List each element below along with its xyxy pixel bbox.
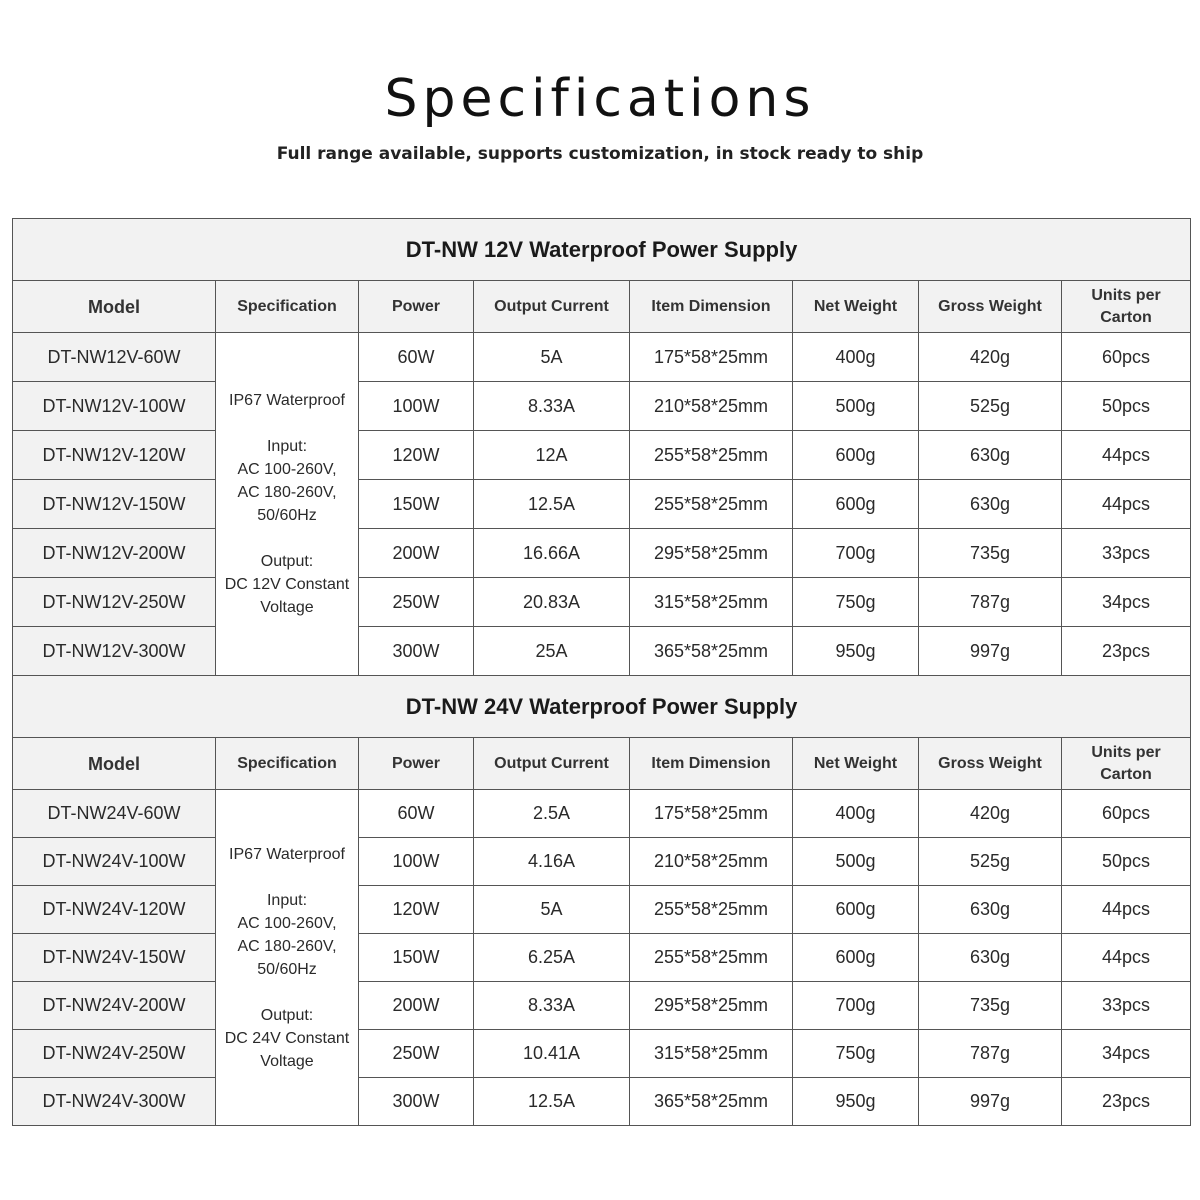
cell-output-current: 2.5A	[474, 790, 630, 838]
table-row	[13, 627, 1191, 676]
cell-output-current: 12.5A	[474, 1078, 630, 1126]
cell-power: 300W	[359, 1078, 474, 1126]
cell-output-current: 20.83A	[474, 578, 630, 627]
cell-gross-weight: 630g	[919, 480, 1062, 529]
spec-line: IP67 Waterproof	[229, 845, 345, 863]
cell-model: DT-NW24V-300W	[13, 1078, 216, 1126]
specification-cell	[216, 790, 359, 1126]
table-row	[13, 838, 1191, 886]
cell-gross-weight: 787g	[919, 578, 1062, 627]
spec-spacer	[216, 866, 358, 889]
spec-line: AC 180-260V,	[237, 484, 337, 501]
table-row	[13, 1078, 1191, 1126]
cell-units-per-carton: 34pcs	[1062, 1030, 1191, 1078]
cell-output-current: 4.16A	[474, 838, 630, 886]
cell-net-weight: 400g	[793, 333, 919, 382]
spec-line: 50/60Hz	[257, 960, 317, 978]
cell-output-current: 10.41A	[474, 1030, 630, 1078]
cell-output-current: 12A	[474, 431, 630, 480]
column-header-specification: Specification	[216, 281, 359, 333]
cell-units-per-carton: 44pcs	[1062, 431, 1191, 480]
cell-net-weight: 700g	[793, 982, 919, 1030]
table-row	[13, 982, 1191, 1030]
cell-power: 100W	[359, 382, 474, 431]
cell-item-dimension: 255*58*25mm	[630, 431, 793, 480]
cell-power: 250W	[359, 578, 474, 627]
cell-units-per-carton: 23pcs	[1062, 1078, 1191, 1126]
column-header-item-dimension: Item Dimension	[630, 281, 793, 333]
column-header-output-current: Output Current	[474, 281, 630, 333]
cell-net-weight: 750g	[793, 1030, 919, 1078]
table-row	[13, 886, 1191, 934]
table-title: DT-NW 24V Waterproof Power Supply	[13, 676, 1191, 738]
cell-units-per-carton: 50pcs	[1062, 838, 1191, 886]
cell-item-dimension: 365*58*25mm	[630, 627, 793, 676]
specification-cell	[216, 333, 359, 676]
table-row	[13, 578, 1191, 627]
table-row	[13, 333, 1191, 382]
cell-gross-weight: 420g	[919, 790, 1062, 838]
cell-gross-weight: 630g	[919, 934, 1062, 982]
table-header-row	[13, 738, 1191, 790]
page-subtitle: Full range available, supports customization, in stock ready to ship	[276, 144, 924, 164]
spec-line: AC 100-260V,	[237, 461, 337, 478]
cell-model: DT-NW24V-200W	[13, 982, 216, 1030]
spec-line: Output:	[260, 553, 314, 570]
cell-gross-weight: 630g	[919, 886, 1062, 934]
table-header-row	[13, 281, 1191, 333]
cell-power: 200W	[359, 982, 474, 1030]
cell-item-dimension: 175*58*25mm	[630, 333, 793, 382]
spec-line: Voltage	[260, 1052, 314, 1070]
table-row	[13, 790, 1191, 838]
spec-line: IP67 Waterproof	[229, 392, 345, 409]
column-header-net-weight: Net Weight	[793, 281, 919, 333]
cell-power: 150W	[359, 934, 474, 982]
column-header-output-current: Output Current	[474, 738, 630, 790]
cell-units-per-carton: 23pcs	[1062, 627, 1191, 676]
cell-output-current: 25A	[474, 627, 630, 676]
cell-gross-weight: 735g	[919, 982, 1062, 1030]
column-header-power: Power	[359, 738, 474, 790]
column-header-gross-weight: Gross Weight	[919, 738, 1062, 790]
table-row	[13, 1030, 1191, 1078]
cell-gross-weight: 997g	[919, 1078, 1062, 1126]
cell-net-weight: 950g	[793, 1078, 919, 1126]
spec-line: Voltage	[260, 599, 314, 616]
column-header-model: Model	[13, 738, 216, 790]
cell-model: DT-NW12V-60W	[13, 333, 216, 382]
cell-model: DT-NW12V-150W	[13, 480, 216, 529]
spec-line: Input:	[266, 438, 308, 455]
cell-units-per-carton: 60pcs	[1062, 790, 1191, 838]
cell-net-weight: 600g	[793, 886, 919, 934]
cell-model: DT-NW12V-200W	[13, 529, 216, 578]
cell-power: 200W	[359, 529, 474, 578]
cell-units-per-carton: 33pcs	[1062, 982, 1191, 1030]
cell-units-per-carton: 44pcs	[1062, 480, 1191, 529]
table-row	[13, 934, 1191, 982]
spec-spacer	[216, 981, 358, 1004]
cell-units-per-carton: 60pcs	[1062, 333, 1191, 382]
table-title: DT-NW 12V Waterproof Power Supply	[13, 219, 1191, 281]
cell-gross-weight: 525g	[919, 382, 1062, 431]
specifications-table	[12, 218, 1191, 1126]
cell-net-weight: 600g	[793, 480, 919, 529]
cell-item-dimension: 175*58*25mm	[630, 790, 793, 838]
column-header-specification: Specification	[216, 738, 359, 790]
cell-item-dimension: 255*58*25mm	[630, 886, 793, 934]
cell-gross-weight: 997g	[919, 627, 1062, 676]
cell-model: DT-NW24V-60W	[13, 790, 216, 838]
cell-gross-weight: 420g	[919, 333, 1062, 382]
cell-item-dimension: 210*58*25mm	[630, 382, 793, 431]
spec-spacer	[216, 412, 358, 435]
cell-net-weight: 400g	[793, 790, 919, 838]
cell-gross-weight: 630g	[919, 431, 1062, 480]
cell-item-dimension: 210*58*25mm	[630, 838, 793, 886]
cell-power: 300W	[359, 627, 474, 676]
cell-units-per-carton: 34pcs	[1062, 578, 1191, 627]
cell-model: DT-NW24V-250W	[13, 1030, 216, 1078]
cell-item-dimension: 295*58*25mm	[630, 982, 793, 1030]
table-title-row	[13, 676, 1191, 738]
cell-model: DT-NW12V-100W	[13, 382, 216, 431]
column-header-model: Model	[13, 281, 216, 333]
cell-power: 120W	[359, 886, 474, 934]
cell-model: DT-NW12V-120W	[13, 431, 216, 480]
table-row	[13, 529, 1191, 578]
cell-units-per-carton: 33pcs	[1062, 529, 1191, 578]
cell-units-per-carton: 50pcs	[1062, 382, 1191, 431]
column-header-units-per-carton: Units per Carton	[1062, 738, 1191, 790]
spec-line: 50/60Hz	[257, 507, 317, 524]
cell-net-weight: 950g	[793, 627, 919, 676]
column-header-gross-weight: Gross Weight	[919, 281, 1062, 333]
table-row	[13, 431, 1191, 480]
cell-output-current: 5A	[474, 886, 630, 934]
page-title: Specifications	[384, 69, 816, 129]
cell-model: DT-NW12V-300W	[13, 627, 216, 676]
cell-item-dimension: 365*58*25mm	[630, 1078, 793, 1126]
cell-model: DT-NW24V-120W	[13, 886, 216, 934]
cell-net-weight: 500g	[793, 838, 919, 886]
spec-line: DC 12V Constant	[224, 576, 350, 593]
cell-output-current: 6.25A	[474, 934, 630, 982]
cell-model: DT-NW12V-250W	[13, 578, 216, 627]
cell-output-current: 8.33A	[474, 382, 630, 431]
spec-line: DC 24V Constant	[224, 1029, 350, 1047]
cell-item-dimension: 255*58*25mm	[630, 480, 793, 529]
cell-item-dimension: 255*58*25mm	[630, 934, 793, 982]
spec-spacer	[216, 527, 358, 550]
cell-model: DT-NW24V-150W	[13, 934, 216, 982]
cell-net-weight: 600g	[793, 934, 919, 982]
cell-net-weight: 500g	[793, 382, 919, 431]
cell-units-per-carton: 44pcs	[1062, 886, 1191, 934]
cell-output-current: 16.66A	[474, 529, 630, 578]
cell-power: 60W	[359, 333, 474, 382]
spec-line: AC 180-260V,	[237, 937, 337, 955]
table-row	[13, 382, 1191, 431]
cell-item-dimension: 315*58*25mm	[630, 578, 793, 627]
cell-power: 60W	[359, 790, 474, 838]
cell-gross-weight: 735g	[919, 529, 1062, 578]
column-header-units-per-carton: Units per Carton	[1062, 281, 1191, 333]
cell-power: 120W	[359, 431, 474, 480]
spec-line: AC 100-260V,	[237, 914, 337, 932]
cell-item-dimension: 295*58*25mm	[630, 529, 793, 578]
column-header-power: Power	[359, 281, 474, 333]
cell-net-weight: 700g	[793, 529, 919, 578]
cell-gross-weight: 787g	[919, 1030, 1062, 1078]
cell-units-per-carton: 44pcs	[1062, 934, 1191, 982]
cell-gross-weight: 525g	[919, 838, 1062, 886]
table-row	[13, 480, 1191, 529]
cell-power: 150W	[359, 480, 474, 529]
column-header-net-weight: Net Weight	[793, 738, 919, 790]
cell-output-current: 5A	[474, 333, 630, 382]
cell-power: 100W	[359, 838, 474, 886]
cell-output-current: 12.5A	[474, 480, 630, 529]
cell-power: 250W	[359, 1030, 474, 1078]
cell-item-dimension: 315*58*25mm	[630, 1030, 793, 1078]
column-header-item-dimension: Item Dimension	[630, 738, 793, 790]
cell-output-current: 8.33A	[474, 982, 630, 1030]
cell-model: DT-NW24V-100W	[13, 838, 216, 886]
table-title-row	[13, 219, 1191, 281]
cell-net-weight: 750g	[793, 578, 919, 627]
cell-net-weight: 600g	[793, 431, 919, 480]
spec-line: Input:	[266, 891, 308, 909]
spec-line: Output:	[260, 1006, 314, 1024]
